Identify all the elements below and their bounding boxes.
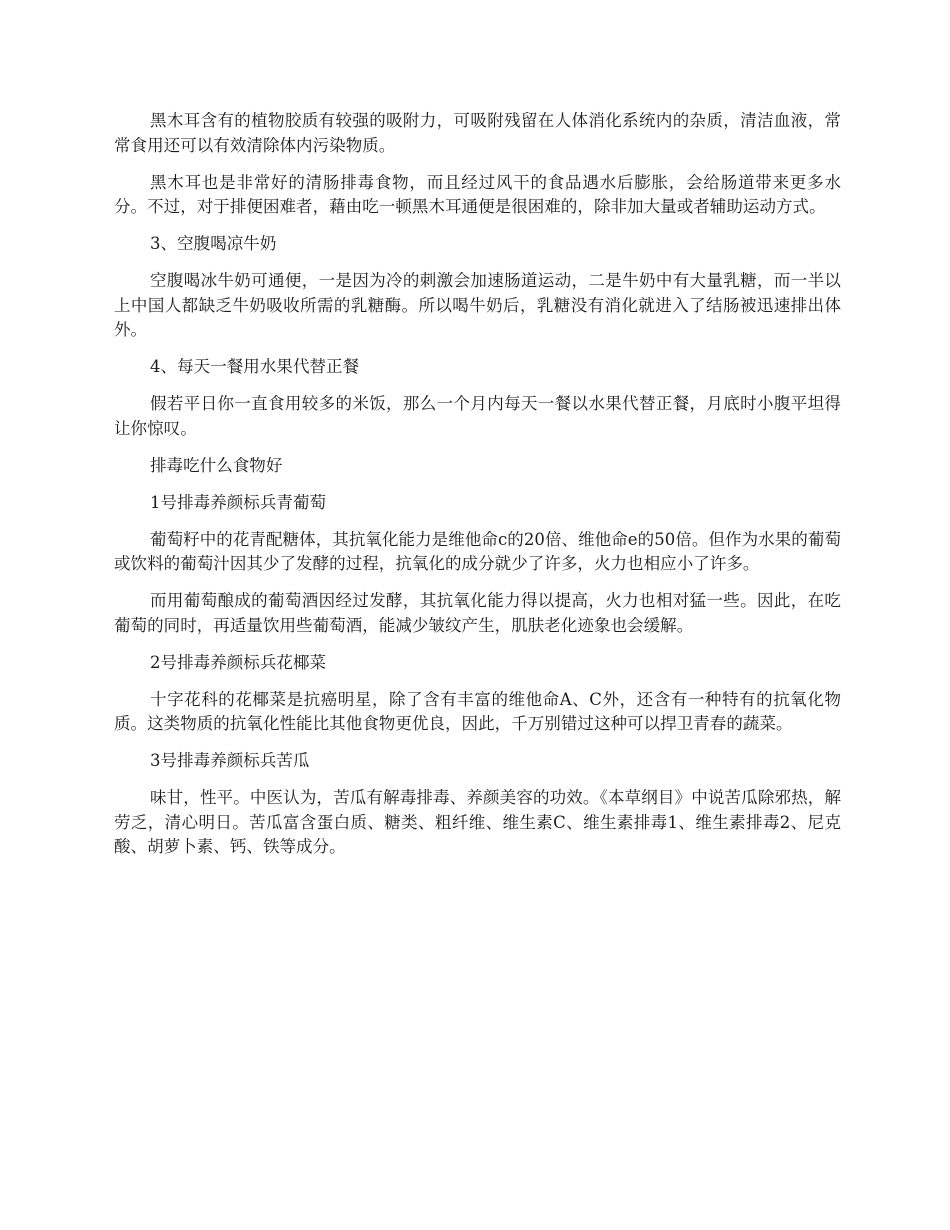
- paragraph-black-fungus-cleansing: 黑木耳也是非常好的清肠排毒食物，而且经过风干的食品遇水后膨胀，会给肠道带来更多水分。不过，对于排便困难者，藉由吃一顿黑木耳通便是很困难的，除非加大量或者辅助运动方式。: [114, 172, 841, 216]
- heading-fruit-meal: 4、每天一餐用水果代替正餐: [150, 357, 360, 376]
- paragraph-grape-antioxidant: 葡萄籽中的花青配糖体，其抗氧化能力是维他命c的20倍、维他命e的50倍。但作为水果的葡萄或饮料的葡萄汁因其少了发酵的过程，抗氧化的成分就少了许多，火力也相应小了许多。: [114, 529, 841, 573]
- paragraph-fruit-meal: 假若平日你一直食用较多的米饭，那么一个月内每天一餐以水果代替正餐，月底时小腹平坦得让你惊叹。: [114, 394, 841, 438]
- heading-bitter-melon: 3号排毒养颜标兵苦瓜: [150, 751, 310, 770]
- heading-cold-milk: 3、空腹喝凉牛奶: [150, 234, 277, 253]
- heading-green-grape: 1号排毒养颜标兵青葡萄: [150, 492, 327, 512]
- heading-detox-foods: 排毒吃什么食物好: [150, 455, 283, 475]
- document-body: [114, 109, 841, 872]
- paragraph-cauliflower: 十字花科的花椰菜是抗癌明星，除了含有丰富的维他命A、C外，还含有一种特有的抗氧化物质。这类物质的抗氧化性能比其他食物更优良，因此，千万别错过这种可以捍卫青春的蔬菜。: [114, 689, 841, 733]
- heading-cauliflower: 2号排毒养颜标兵花椰菜: [150, 652, 327, 672]
- paragraph-grape-wine: 而用葡萄酿成的葡萄酒因经过发酵，其抗氧化能力得以提高，火力也相对猛一些。因此，在吃葡萄的同时，再适量饮用些葡萄酒，能减少皱纹产生，肌肤老化迹象也会缓解。: [114, 591, 841, 635]
- paragraph-bitter-melon: 味甘，性平。中医认为，苦瓜有解毒排毒、养颜美容的功效。《本草纲目》中说苦瓜除邪热，解劳乏，清心明日。苦瓜富含蛋白质、糖类、粗纤维、维生素C、维生素排毒1、维生素排毒2、尼克酸、胡萝卜素、钙、铁等成分。: [114, 788, 841, 856]
- paragraph-cold-milk: 空腹喝冰牛奶可通便，一是因为冷的刺激会加速肠道运动，二是牛奶中有大量乳糖，而一半以上中国人都缺乏牛奶吸收所需的乳糖酶。所以喝牛奶后，乳糖没有消化就进入了结肠被迅速排出体外。: [114, 271, 841, 339]
- paragraph-black-fungus-adsorption: 黑木耳含有的植物胶质有较强的吸附力，可吸附残留在人体消化系统内的杂质，清洁血液，常常食用还可以有效清除体内污染物质。: [114, 111, 841, 155]
